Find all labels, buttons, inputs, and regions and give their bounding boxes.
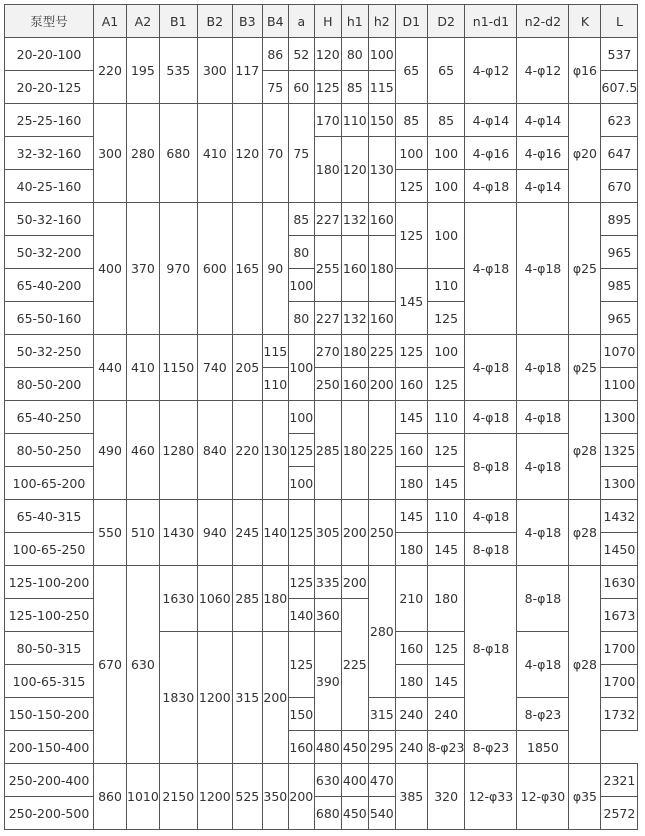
column-header: a (288, 5, 314, 38)
table-cell: 75 (262, 71, 288, 104)
table-cell: 125 (395, 203, 427, 269)
table-cell: 200 (262, 632, 288, 764)
table-cell: 140 (288, 599, 314, 632)
table-cell: 100 (427, 335, 465, 368)
pump-model-cell: 100-65-200 (5, 467, 94, 500)
table-cell: 4-φ18 (465, 500, 517, 533)
pump-model-cell: 65-50-160 (5, 302, 94, 335)
table-cell: 180 (395, 467, 427, 500)
table-cell: 490 (94, 401, 127, 500)
table-cell: 840 (197, 401, 232, 500)
table-cell: 180 (341, 335, 368, 368)
table-cell: φ35 (569, 764, 601, 830)
column-header: B3 (232, 5, 262, 38)
table-cell: 130 (368, 137, 395, 203)
table-cell: 85 (427, 104, 465, 137)
table-cell: 4-φ18 (517, 434, 569, 500)
table-cell: 410 (197, 104, 232, 203)
pump-model-cell: 50-32-200 (5, 236, 94, 269)
table-cell: 1325 (601, 434, 638, 467)
table-cell: 120 (314, 38, 341, 71)
table-cell: 940 (197, 500, 232, 566)
table-cell: 300 (197, 38, 232, 104)
table-cell: 285 (314, 401, 341, 500)
table-cell: 60 (288, 71, 314, 104)
table-cell: 4-φ14 (465, 104, 517, 137)
table-cell: φ25 (569, 203, 601, 335)
table-cell: 200 (341, 566, 368, 599)
table-cell: 160 (288, 731, 314, 764)
pump-model-cell: 40-25-160 (5, 170, 94, 203)
table-cell: 280 (127, 104, 160, 203)
table-cell: 125 (427, 368, 465, 401)
table-cell: 1060 (197, 566, 232, 632)
table-cell: 86 (262, 38, 288, 71)
table-cell: 180 (262, 566, 288, 632)
table-cell: 315 (368, 698, 395, 731)
table-cell: 320 (427, 764, 465, 830)
table-cell: 4-φ12 (517, 38, 569, 104)
table-cell: 985 (601, 269, 638, 302)
table-cell: 440 (94, 335, 127, 401)
table-cell: 1150 (159, 335, 197, 401)
table-cell: 480 (314, 731, 341, 764)
table-cell: 1430 (159, 500, 197, 566)
table-cell: 255 (314, 236, 341, 302)
table-cell: 1010 (127, 764, 160, 830)
table-cell: 227 (314, 302, 341, 335)
table-cell: 1300 (601, 401, 638, 434)
table-cell: 165 (232, 203, 262, 335)
table-cell: 4-φ18 (517, 500, 569, 566)
table-cell: 8-φ18 (517, 566, 569, 632)
table-cell: 1850 (517, 731, 569, 764)
table-cell: 4-φ18 (465, 170, 517, 203)
table-cell: 160 (395, 632, 427, 665)
table-cell: 80 (341, 38, 368, 71)
pump-model-cell: 200-150-400 (5, 731, 94, 764)
column-header: B1 (159, 5, 197, 38)
table-cell: 180 (368, 236, 395, 302)
table-cell: 670 (601, 170, 638, 203)
table-cell: 100 (288, 269, 314, 302)
table-cell: 1630 (601, 566, 638, 599)
column-header: D2 (427, 5, 465, 38)
table-cell: 132 (341, 302, 368, 335)
table-cell: 145 (427, 533, 465, 566)
table-cell: 1732 (601, 698, 638, 731)
table-cell: 225 (368, 401, 395, 500)
table-cell: 250 (314, 368, 341, 401)
table-cell: 2150 (159, 764, 197, 830)
table-cell: 1700 (601, 665, 638, 698)
table-cell: 125 (395, 170, 427, 203)
table-cell: 145 (427, 665, 465, 698)
table-cell: 540 (368, 797, 395, 830)
pump-model-cell: 65-40-200 (5, 269, 94, 302)
table-cell: 1673 (601, 599, 638, 632)
table-cell: 65 (427, 38, 465, 104)
header-row (5, 5, 638, 38)
table-cell: 390 (314, 632, 341, 731)
column-header: K (569, 5, 601, 38)
table-cell: 85 (341, 71, 368, 104)
table-cell: 970 (159, 203, 197, 335)
table-cell: 4-φ18 (517, 203, 569, 335)
table-cell: 965 (601, 236, 638, 269)
pump-model-cell: 250-200-500 (5, 797, 94, 830)
column-header: h1 (341, 5, 368, 38)
table-cell: 4-φ18 (465, 401, 517, 434)
table-cell: 680 (159, 104, 197, 203)
table-cell: 8-φ23 (517, 698, 569, 731)
table-cell: 550 (94, 500, 127, 566)
table-cell: 180 (395, 665, 427, 698)
table-cell: 510 (127, 500, 160, 566)
table-cell: 250 (368, 500, 395, 566)
table-cell: 385 (395, 764, 427, 830)
column-header: 泵型号 (5, 5, 94, 38)
table-cell: 4-φ18 (465, 203, 517, 335)
table-cell: 4-φ18 (517, 401, 569, 434)
table-cell: 125 (288, 434, 314, 467)
pump-model-cell: 80-50-200 (5, 368, 94, 401)
table-cell: 180 (341, 401, 368, 500)
table-cell: 80 (288, 302, 314, 335)
table-cell: 225 (368, 335, 395, 368)
table-cell: 450 (341, 797, 368, 830)
table-cell: 125 (395, 335, 427, 368)
table-cell: 145 (427, 467, 465, 500)
column-header: A1 (94, 5, 127, 38)
pump-model-cell: 100-65-315 (5, 665, 94, 698)
table-cell: 8-φ23 (427, 731, 465, 764)
table-cell: 1450 (601, 533, 638, 566)
table-cell: 145 (395, 269, 427, 335)
table-row (5, 335, 638, 368)
table-cell: 180 (395, 533, 427, 566)
table-cell: 860 (94, 764, 127, 830)
table-cell: 460 (127, 401, 160, 500)
table-cell: 270 (314, 335, 341, 368)
table-cell: 350 (262, 764, 288, 830)
table-cell: 225 (341, 599, 368, 731)
table-cell: 1200 (197, 632, 232, 764)
table-cell: 1630 (159, 566, 197, 632)
table-cell: 205 (232, 335, 262, 401)
table-cell: 100 (288, 467, 314, 500)
table-cell: 100 (368, 38, 395, 71)
table-cell: 335 (314, 566, 341, 599)
pump-model-cell: 50-32-250 (5, 335, 94, 368)
table-cell: 1280 (159, 401, 197, 500)
table-cell: 52 (288, 38, 314, 71)
table-cell: 110 (427, 269, 465, 302)
table-cell: 125 (427, 302, 465, 335)
table-cell: 965 (601, 302, 638, 335)
table-cell: φ28 (569, 500, 601, 566)
table-cell: 100 (427, 203, 465, 269)
table-cell: 670 (94, 566, 127, 764)
table-cell: 470 (368, 764, 395, 797)
table-cell: 200 (288, 764, 314, 830)
table-cell: 125 (427, 434, 465, 467)
table-cell: 110 (427, 401, 465, 434)
table-cell: 100 (427, 137, 465, 170)
table-cell: 125 (288, 500, 314, 566)
table-cell: 1700 (601, 632, 638, 665)
table-cell: 125 (288, 566, 314, 599)
table-cell: 1200 (197, 764, 232, 830)
table-row (5, 38, 638, 71)
column-header: B4 (262, 5, 288, 38)
table-cell: 647 (601, 137, 638, 170)
table-row (5, 401, 638, 434)
table-cell: 400 (94, 203, 127, 335)
pump-model-cell: 250-200-400 (5, 764, 94, 797)
table-cell: 240 (427, 698, 465, 731)
table-cell: 150 (288, 698, 314, 731)
column-header: L (601, 5, 638, 38)
table-cell: 740 (197, 335, 232, 401)
table-cell: 115 (262, 335, 288, 368)
table-cell: 4-φ18 (517, 335, 569, 401)
pump-model-cell: 80-50-250 (5, 434, 94, 467)
table-cell: 315 (232, 632, 262, 764)
table-cell: 117 (232, 38, 262, 104)
table-cell: 1432 (601, 500, 638, 533)
table-cell: 115 (368, 71, 395, 104)
table-cell: 240 (395, 698, 427, 731)
pump-model-cell: 80-50-315 (5, 632, 94, 665)
table-cell: 125 (314, 71, 341, 104)
table-cell: 140 (262, 500, 288, 566)
table-cell: 4-φ18 (517, 632, 569, 698)
table-cell: 535 (159, 38, 197, 104)
table-cell: 160 (341, 236, 368, 302)
table-cell: 227 (314, 203, 341, 236)
table-cell: 680 (314, 797, 341, 830)
table-cell: 160 (395, 368, 427, 401)
table-cell: 100 (427, 170, 465, 203)
table-cell: 623 (601, 104, 638, 137)
table-cell: 4-φ16 (517, 137, 569, 170)
table-cell: 2572 (601, 797, 638, 830)
table-cell: 160 (341, 368, 368, 401)
pump-model-cell: 150-150-200 (5, 698, 94, 731)
table-cell: 160 (395, 434, 427, 467)
table-cell: 120 (341, 137, 368, 203)
table-cell: φ28 (569, 566, 601, 764)
table-cell: 70 (262, 104, 288, 203)
table-cell: 895 (601, 203, 638, 236)
table-cell: 8-φ18 (465, 434, 517, 500)
table-cell: 80 (288, 236, 314, 269)
table-cell: 100 (395, 137, 427, 170)
table-cell: 630 (127, 566, 160, 764)
table-cell: 600 (197, 203, 232, 335)
table-cell: 100 (288, 401, 314, 434)
table-cell: 360 (314, 599, 341, 632)
table-cell: 4-φ14 (517, 170, 569, 203)
table-cell: 125 (288, 632, 314, 698)
table-row (5, 203, 638, 236)
table-cell: 4-φ16 (465, 137, 517, 170)
table-row (5, 764, 638, 797)
table-cell: 537 (601, 38, 638, 71)
table-cell: 160 (368, 302, 395, 335)
pump-model-cell: 125-100-250 (5, 599, 94, 632)
table-cell: 410 (127, 335, 160, 401)
table-cell: 180 (314, 137, 341, 203)
table-cell: 370 (127, 203, 160, 335)
column-header: n1-d1 (465, 5, 517, 38)
table-cell: 210 (395, 566, 427, 632)
table-cell: 8-φ18 (465, 566, 517, 731)
table-cell: 305 (314, 500, 341, 566)
table-cell: 300 (94, 104, 127, 203)
table-cell: 400 (341, 764, 368, 797)
pump-model-cell: 125-100-200 (5, 566, 94, 599)
table-cell: 12-φ30 (517, 764, 569, 830)
table-row (5, 566, 638, 599)
table-cell: 1830 (159, 632, 197, 764)
table-cell: 1070 (601, 335, 638, 368)
table-cell: 85 (288, 203, 314, 236)
table-cell: 4-φ14 (517, 104, 569, 137)
pump-model-cell: 50-32-160 (5, 203, 94, 236)
table-cell: 607.5 (601, 71, 638, 104)
table-cell: 110 (341, 104, 368, 137)
table-cell: 65 (395, 38, 427, 104)
table-cell: 4-φ18 (465, 335, 517, 401)
table-cell: 245 (232, 500, 262, 566)
column-header: H (314, 5, 341, 38)
table-row (5, 104, 638, 137)
column-header: n2-d2 (517, 5, 569, 38)
table-cell: 525 (232, 764, 262, 830)
column-header: h2 (368, 5, 395, 38)
pump-model-cell: 20-20-125 (5, 71, 94, 104)
table-cell: 132 (341, 203, 368, 236)
table-cell: 220 (94, 38, 127, 104)
column-header: D1 (395, 5, 427, 38)
table-cell: 90 (262, 203, 288, 335)
pump-model-cell: 20-20-100 (5, 38, 94, 71)
table-cell: 8-φ23 (465, 731, 517, 764)
table-cell: φ16 (569, 38, 601, 104)
pump-model-cell: 100-65-250 (5, 533, 94, 566)
table-cell: 120 (232, 104, 262, 203)
table-cell: 145 (395, 500, 427, 533)
table-cell: 85 (395, 104, 427, 137)
table-header (5, 5, 638, 38)
table-cell: 145 (395, 401, 427, 434)
table-cell: 4-φ12 (465, 38, 517, 104)
table-cell: 220 (232, 401, 262, 500)
table-cell: 170 (314, 104, 341, 137)
table-cell: 1100 (601, 368, 638, 401)
column-header: B2 (197, 5, 232, 38)
pump-model-cell: 25-25-160 (5, 104, 94, 137)
pump-dimension-table (4, 4, 638, 830)
pump-model-cell: 65-40-250 (5, 401, 94, 434)
table-body (5, 38, 638, 830)
table-cell: 150 (368, 104, 395, 137)
table-cell: 200 (341, 500, 368, 566)
table-cell: 200 (368, 368, 395, 401)
table-cell: φ28 (569, 401, 601, 500)
column-header: A2 (127, 5, 160, 38)
table-cell: 180 (427, 566, 465, 632)
table-cell: 280 (368, 566, 395, 698)
table-cell: φ25 (569, 335, 601, 401)
table-cell: 130 (262, 401, 288, 500)
table-cell: 100 (288, 335, 314, 401)
table-cell: 285 (232, 566, 262, 632)
table-cell: 1300 (601, 467, 638, 500)
table-cell: φ20 (569, 104, 601, 203)
pump-model-cell: 65-40-315 (5, 500, 94, 533)
table-row (5, 500, 638, 533)
table-cell: 110 (262, 368, 288, 401)
table-cell: 125 (427, 632, 465, 665)
table-cell: 75 (288, 104, 314, 203)
table-cell: 2321 (601, 764, 638, 797)
table-cell: 8-φ18 (465, 533, 517, 566)
table-cell: 240 (395, 731, 427, 764)
table-cell: 195 (127, 38, 160, 104)
table-cell: 295 (368, 731, 395, 764)
table-cell: 110 (427, 500, 465, 533)
pump-model-cell: 32-32-160 (5, 137, 94, 170)
table-cell: 12-φ33 (465, 764, 517, 830)
table-cell: 160 (368, 203, 395, 236)
table-cell: 450 (341, 731, 368, 764)
table-cell: 630 (314, 764, 341, 797)
